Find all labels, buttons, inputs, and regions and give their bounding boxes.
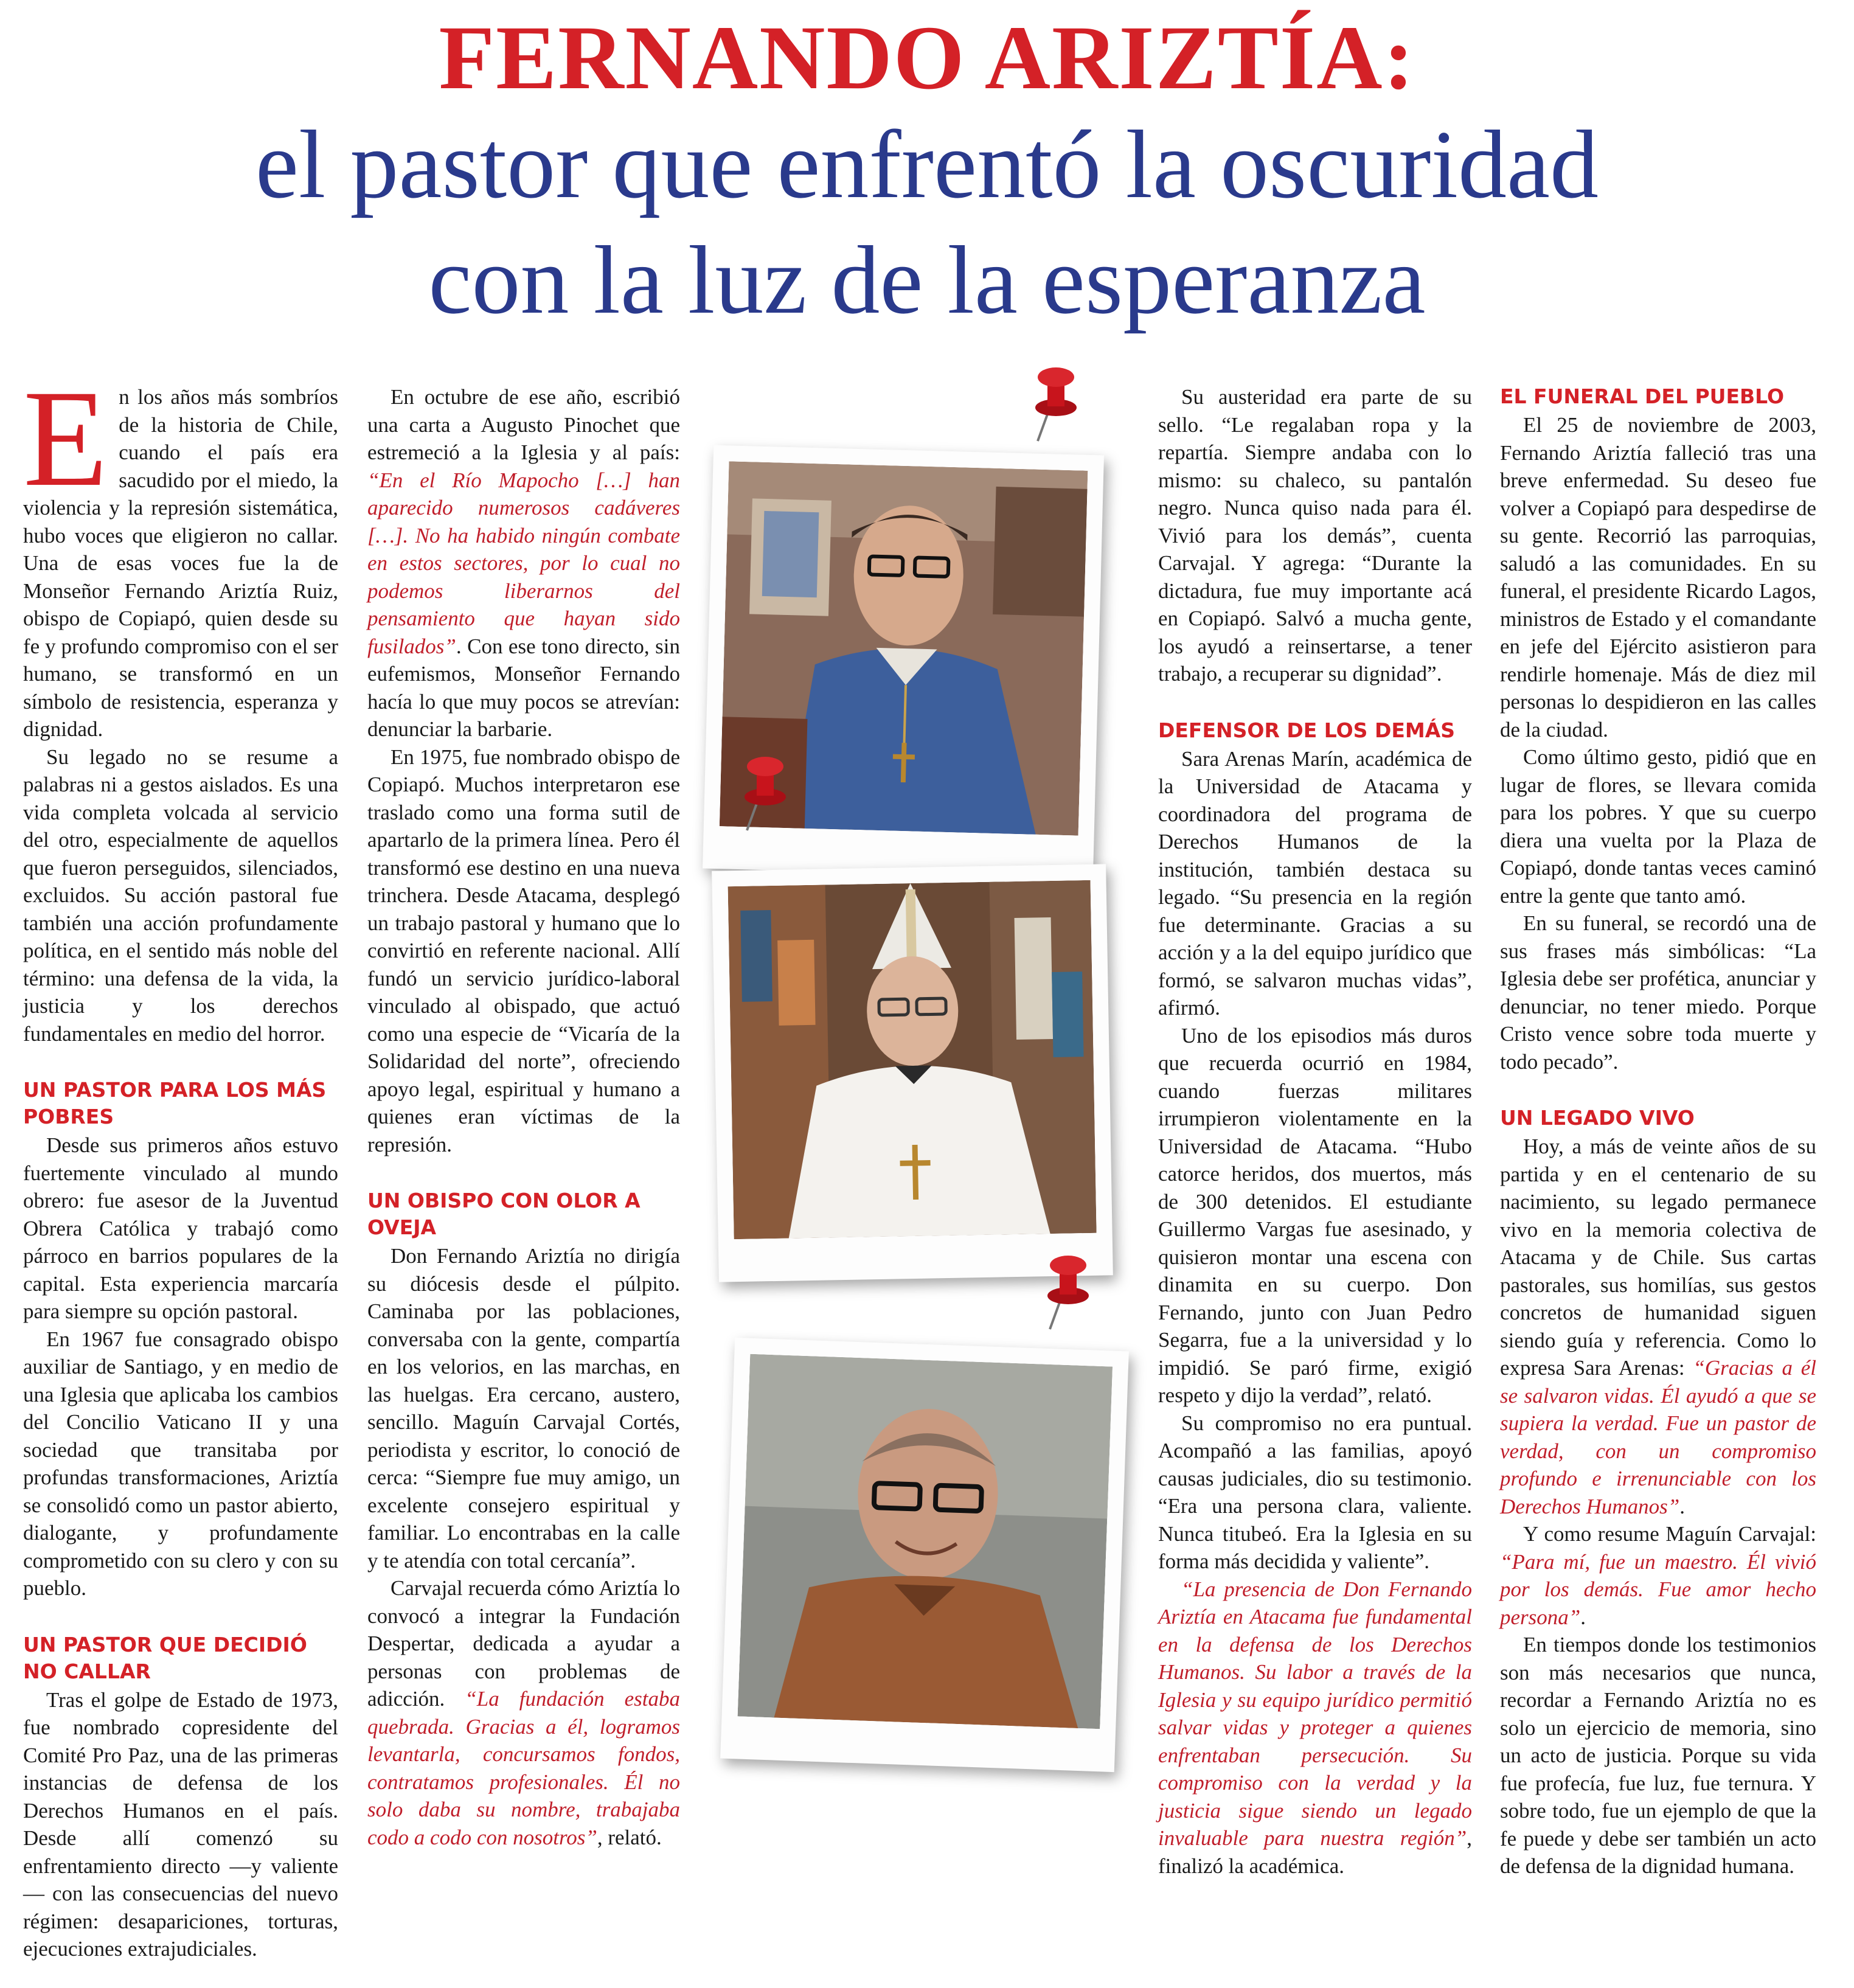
paragraph: Uno de los episodios más duros que recuerda ocurrió en 1984, cuando fuerzas militares irrumpieron violentamente en la Universidad de Atacama. “Hubo catorce heridos, dos muertos, más de 300 detenidos. El estudiante Guillermo Vargas fue asesinado, y quisieron montar una escena con dinamita en su cuerpo. Don Fernando, junto con Juan Pedro Segarra, fue a la universidad y lo impidió. Se paró firme, exigió respeto y dijo la verdad”, relató. [1158,1023,1472,1407]
text: . [1580,1605,1586,1629]
paragraph: En su funeral, se recordó una de sus frases más simbólicas: “La Iglesia debe ser profética, anunciar y denunciar, no tener miedo. Porque Cristo vence sobre toda muerte y todo pecado”. [1500,911,1816,1074]
quote: “En el Río Mapocho […] han aparecido numerosos cadáveres […]. No ha habido ningún combate en estos sectores, por lo cual no podemos liberarnos del pensamiento que hayan sido fusilados” [367,468,680,658]
headline-subtitle-line-2: con la luz de la esperanza [428,226,1426,334]
section-heading: DEFENSOR DE LOS DEMÁS [1158,718,1456,742]
photo-smiling-portrait [720,1338,1129,1772]
paragraph: Don Fernando Ariztía no dirigía su diócesis desde el púlpito. Caminaba por las poblaciones, conversaba con la gente, compartía en los velorios, en las marchas, en las huelgas. Era cercano, austero, sencillo. Maguín Carvajal Cortés, periodista y escritor, lo conoció de cerca: “Siempre fue muy amigo, un excelente consejero espiritual y familiar. Lo encontrabas en la calle y te atendía con total cercanía”. [367,1244,680,1573]
pushpin-icon [735,754,790,833]
text: , finalizó la académica. [1158,1826,1472,1878]
quote: “Para mí, fue un maestro. Él vivió por los demás. Fue amor hecho persona” [1500,1549,1816,1629]
quote: “La fundación estaba quebrada. Gracias a él, logramos levantarla, concursamos fondos, contratamos profesionales. Él no solo daba su nombre, trabajaba codo a codo con nosotros” [367,1687,681,1849]
section-heading: UN PASTOR PARA LOS MÁS POBRES [23,1078,327,1128]
section-heading: UN OBISPO CON OLOR A OVEJA [367,1189,641,1239]
column-1 [23,362,338,1963]
paragraph: Sara Arenas Marín, académica de la Universidad de Atacama y coordinadora del programa de Derechos Humanos de la institución, también destaca su legado. “Su presencia en la región fue determinante. Gracias a su acción y a la del equipo jurídico que formó, se salvaron muchas vidas”, afirmó. [1158,746,1472,1020]
text: Y como resume Maguín Carvajal: [1523,1522,1816,1546]
quote: “Gracias a él se salvaron vidas. Él ayudó a que se supiera la verdad. Fue un pastor de verdad, con un compromiso profundo e irrenunciable con los Derechos Humanos” [1500,1356,1817,1518]
paragraph: Su austeridad era parte de su sello. “Le regalaban ropa y la repartía. Siempre andaba con lo mismo: su chaleco, su pantalón negro. Nunca quiso nada para él. Vivió para los demás”, cuenta Carvajal. Y agrega: “Durante la dictadura, fue muy importante acá en Copiapó. Salvó a mucha gente, los ayudó a reinsertarse, a tener trabajo, a recuperar su dignidad”. [1158,385,1472,686]
paragraph: Su compromiso no era puntual. Acompañó a las familias, apoyó causas judiciales, dio su testimonio. “Era una persona clara, valiente. Nunca titubeó. Era la Iglesia en su forma más decidida y valiente”. [1158,1411,1472,1573]
photo-image [728,880,1097,1239]
quote: “La presencia de Don Fernando Ariztía en Atacama fue fundamental en la defensa de los Derechos Humanos. Su labor a través de la Iglesia y su equipo jurídico permitió salvar vidas y proteger a quienes enfrentaban persecución. Su compromiso con la verdad y la justicia sigue siendo un legado invaluable para nuestra región” [1158,1577,1472,1850]
pushpin-icon [1026,365,1080,444]
paragraph: El 25 de noviembre de 2003, Fernando Ariztía falleció tras una breve enfermedad. Su deseo fue volver a Copiapó para despedirse de su gente. Recorrió las parroquias, saludó a las comunidades. En su funeral, el presidente Ricardo Lagos, ministros de Estado y el comandante en jefe del Ejército asistieron para rendirle homenaje. Más de diez mil personas lo despidieron en las calles de la ciudad. [1500,413,1816,742]
column-3 [1158,383,1472,1880]
column-4 [1500,383,1816,1880]
photo-bishop-mitre [712,864,1113,1282]
text: Hoy, a más de veinte años de su partida y en el centenario de su nacimiento, su legado permanece vivo en la memoria colectiva de Atacama y de Chile. Sus cartas pastorales, sus homilías, sus gestos concretos de humanidad siguen siendo guía y referencia. Como lo expresa Sara Arenas: [1500,1135,1816,1380]
paragraph [1158,1576,1472,1880]
headline-subtitle-line-1: el pastor que enfrentó la oscuridad [255,110,1599,218]
drop-cap: E [23,362,108,515]
section-heading: UN LEGADO VIVO [1500,1106,1695,1130]
paragraph: Desde sus primeros años estuvo fuertemente vinculado al mundo obrero: fue asesor de la Juventud Obrera Católica y trabajó como párroco en barrios populares de la capital. Esta experiencia marcaría para siempre su opción pastoral. [23,1133,338,1323]
paragraph [1500,1133,1816,1520]
paragraph [1500,1520,1816,1631]
paragraph: Como último gesto, pidió que en lugar de flores, se llevara comida para los pobres. Y que su cuerpo diera una vuelta por la Plaza de Copiapó, donde tantas veces caminó entre la gente que tanto amó. [1500,745,1816,908]
paragraph: En tiempos donde los testimonios son más necesarios que nunca, recordar a Fernando Ariztía no es solo un ejercicio de memoria, sino un acto de justicia. Porque su vida fue profecía, fue luz, fue ternura. Y sobre todo, fue un ejemplo de que la fe puede y debe ser también un acto de defensa de la dignidad humana. [1500,1633,1816,1878]
text: . [1679,1494,1685,1518]
section-heading: EL FUNERAL DEL PUEBLO [1500,384,1785,408]
pushpin-icon [1038,1253,1092,1332]
paragraph: Tras el golpe de Estado de 1973, fue nombrado copresidente del Comité Pro Paz, una de las primeras instancias de defensa de los Derechos Humanos en el país. Desde allí comenzó su enfrentamiento directo —y valiente— con las consecuencias del nuevo régimen: desapariciones, torturas, ejecuciones extrajudiciales. [23,1687,338,1961]
paragraph [367,1574,680,1851]
photo-image [738,1354,1113,1729]
section-heading: UN PASTOR QUE DECIDIÓ NO CALLAR [23,1632,307,1683]
paragraph: En 1975, fue nombrado obispo de Copiapó. Muchos interpretaron ese traslado como una forma sutil de apartarlo de la primera línea. Pero él transformó ese destino en una nueva trinchera. Desde Atacama, desplegó un trabajo pastoral y humano que lo convirtió en referente nacional. Allí fundó un servicio jurídico-laboral vinculado al obispado, que actuó como una especie de “Vicaría de la Solidaridad del norte”, ofreciendo apoyo legal, espiritual y humano a quienes eran víctimas de la represión. [367,745,680,1156]
text: . Con ese tono directo, sin eufemismos, Monseñor Fernando hacía lo que muy pocos se atrevían: denunciar la barbarie. [367,634,680,741]
paragraph: Su legado no se resume a palabras ni a gestos aislados. Es una vida completa volcada al servicio del otro, especialmente de aquellos que fueron perseguidos, silenciados, excluidos. Su acción pastoral fue también una acción profundamente política, en el sentido más noble del término: una defensa de la vida, la justicia y los derechos fundamentales en medio del horror. [23,745,338,1046]
intro-text: n los años más sombríos de la historia de Chile, cuando el país era sacudido por el miedo, la violencia y la represión sistemática, hubo voces que eligieron no callar. Una de esas voces fue la de Monseñor Fernando Ariztía Ruiz, obispo de Copiapó, quien desde su fe y profundo compromiso con el ser humano, se transformó en un símbolo de resistencia, esperanza y dignidad. [23,385,338,741]
text: , relató. [597,1825,662,1849]
text: Carvajal recuerda cómo Ariztía lo convocó a integrar la Fundación Despertar, dedicada a ayudar a personas con problemas de adicción. [367,1576,680,1711]
paragraph [367,383,680,743]
column-2 [367,383,680,1851]
intro-paragraph [23,362,338,743]
text: En octubre de ese año, escribió una carta a Augusto Pinochet que estremeció a la Iglesia y al país: [367,385,680,464]
headline-title: FERNANDO ARIZTÍA: [439,7,1415,108]
paragraph: En 1967 fue consagrado obispo auxiliar de Santiago, y en medio de una Iglesia que aplicaba los cambios del Concilio Vaticano II y una sociedad que transitaba por profundas transformaciones, Ariztía se consolidó como un pastor abierto, dialogante, y profundamente comprometido con su clero y con su pueblo. [23,1327,338,1600]
